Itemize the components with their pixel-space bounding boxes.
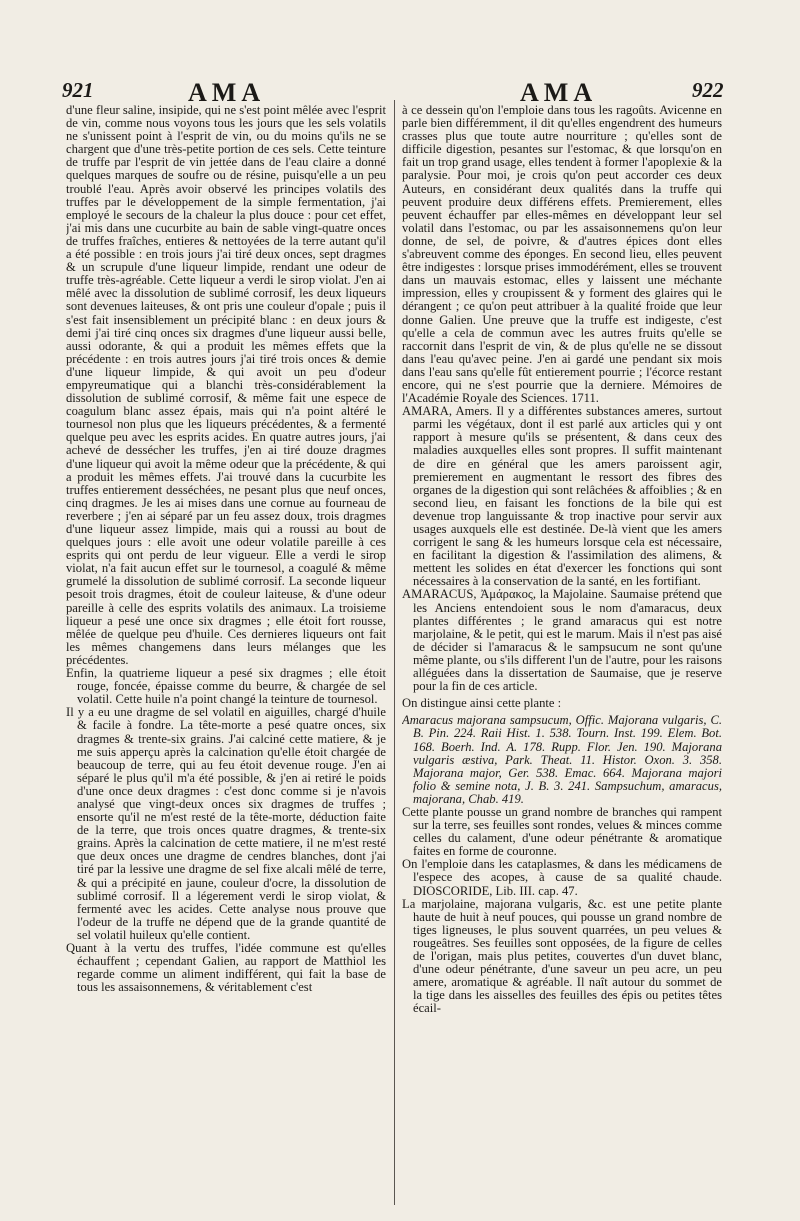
column-divider: [394, 100, 395, 1205]
paragraph-vertu-des-truffes: Quant à la vertu des truffes, l'idée commune est qu'elles échauffent ; cependant Galien, au rapport de Matthiol les regarde comme un aliment indifférent, qui fait la base de tous les assaisonnemens, & véritablement c'est: [66, 941, 386, 995]
entry-amaracus: AMARACUS, Ἀμάρακος, la Majolaine. Saumaise prétend que les Anciens entendoient sous le nom d'amaracus, deux plantes différentes ; le grand amaracus qui est notre marjolaine, & le petit, qui est le marum. Mais il n'est pas aisé de décider si l'amaracus & le sampsucum ne sont qu'une même plante, ou s'ils different l'un de l'autre, pour les raisons alléguées dans la dissertation de Saumaise, que je reserve pour la fin de ces article.: [402, 587, 722, 694]
paragraph-marjolaine: La marjolaine, majorana vulgaris, &c. est une petite plante haute de huit à neuf pouces, qui pousse un grand nombre de tiges ligneuses, le plus souvent quarrées, un peu velues & rougeâtres. Ses feuilles sont opposées, de la figure de celles de l'origan, mais plus petites, couvertes d'un duvet blanc, d'une odeur pénétrante, d'une saveur un peu acre, un peu amere, aromatique & agréable. Il naît autour du sommet de la tige dans les aisselles des feuilles des épis ou petites têtes écail-: [402, 896, 722, 1016]
synonymy-list: Amaracus majorana sampsucum, Offic. Majorana vulgaris, C. B. Pin. 224. Raii Hist. 1. 538. Tourn. Inst. 199. Elem. Bot. 168. Boerh. Ind. A. 178. Rupp. Flor. Jen. 190. Majorana vulgaris æstiva, Park. Theat. 11. Histor. Oxon. 3. 358. Majorana major, Ger. 538. Emac. 664. Majorana majori folio & semine nota, J. B. 3. 241. Sampsuchum, amaracus, majorana, Chab. 419.: [402, 713, 722, 806]
paragraph-on-distingue: On distingue ainsi cette plante :: [402, 696, 562, 711]
left-running-head: AMA: [188, 78, 266, 107]
entry-amara: AMARA, Amers. Il y a différentes substances ameres, surtout parmi les végétaux, dont il est parlé aux articles qui y ont rapport à mesure qu'ils se présentent, & dans ceux des maladies auxquelles elles sont propres. Il suffit maintenant de dire en général que les amers paroissent agir, premierement en augmentant le ressort des fibres des organes de la digestion qui sont relâchées & affoiblies ; & en second lieu, en faisant les fonctions de la bile qui est devenue trop languissante & trop inactive pour servir aux usages auxquels elle est destinée. De-là vient que les amers corrigent le sang & les humeurs lorsque cela est nécessaire, en facilitant la digestion & l'assimilation des alimens, & mettent les solides en état d'exercer les fonctions qui sont nécessaires à la conservation de la santé, en les fortifiant.: [402, 404, 722, 589]
left-column: [66, 104, 386, 1216]
paragraph-truffe-analysis: d'une fleur saline, insipide, qui ne s'est point mêlée avec l'esprit de vin, comme nous voyons tous les jours que les sels volatils ne s'unissent point à l'esprit de vin, ou du moins qu'ils ne se chargent que d'une très-petite portion de ces sels. Cette teinture de truffe par l'esprit de vin jettée dans de l'eau claire a donné quelques marques de soufre ou de résine, puisqu'elle a un peu troublé l'eau. Après avoir observé les principes volatils des truffes par le développement de la simple fermentation, j'ai employé le secours de la chaleur la plus douce : pour cet effet, j'ai mis dans une cucurbite au bain de sable vingt-quatre onces de truffes fraîches, entieres & nettoyées de la terre autant qu'il a été possible : en trois jours j'ai tiré deux onces, sept dragmes & un scrupule d'une liqueur limpide, rendant une odeur de truffe très-agréable. Cette liqueur a verdi le sirop violat. J'en ai mêlé avec la dissolution de sublimé corrosif, les deux liqueurs sont devenues laiteuses, & ont pris une couleur d'opale ; puis il s'est fait insensiblement un précipité blanc : en deux jours & demi j'ai tiré cinq onces six dragmes d'une liqueur aussi belle, aussi odorante, & qui a produit les mêmes effets que la précédente : en trois autres jours j'ai tiré trois onces & demie d'une liqueur limpide, & qui avoit un peu d'odeur empyreumatique qui a blanchi très-considérablement la dissolution de sublimé corrosif, & même fait une espece de coagulum blanc assez épais, mais qui n'a point altéré le tournesol non plus que les liqueurs précédentes, & a fermenté quelque peu avec les esprits acides. En quatre autres jours, j'ai achevé de dessécher les truffes, j'en ai tiré douze dragmes d'une liqueur qui avoit la même odeur que la précédente, & qui a produit les mêmes effets. J'ai trouvé dans la cucurbite les truffes entierement desséchées, ne pesant plus que neuf onces, cinq dragmes. Je les ai mises dans une cornue au fourneau de reverbere ; j'en ai séparé par un feu assez doux, trois dragmes d'une liqueur assez limpide, mais qui a roussi au bout de quelques jours : elle avoit une odeur volatile pareille à ces esprits qui ont perdu de leur vigueur. Elle a verdi le sirop violat, n'a fait aucun effet sur le tournesol, a coagulé & même grumelé la dissolution de sublimé corrosif. La seconde liqueur pesoit trois dragmes, étoit de couleur laiteuse, & d'une odeur pareille à celle des esprits volatils des animaux. La troisieme liqueur a pesé une once six dragmes ; elle étoit fort rousse, mêlée de quelque peu d'huile. Ces dernieres liqueurs ont fait les mêmes changemens dans leurs mélanges que les précédentes.: [66, 104, 386, 667]
paragraph-quatrieme-liqueur: Enfin, la quatrieme liqueur a pesé six dragmes ; elle étoit rouge, foncée, épaisse comme du beurre, & chargée de sel volatil. Cette huile n'a point changé la teinture de tournesol.: [66, 666, 386, 707]
paragraph-description: Cette plante pousse un grand nombre de branches qui rampent sur la terre, ses feuilles sont rondes, velues & minces comme celles du calament, d'une odeur pénétrante & aromatique faites en forme de couronne.: [402, 804, 722, 859]
paragraph-sel-volatil: Il y a eu une dragme de sel volatil en aiguilles, chargé d'huile & facile à fondre. La tête-morte a pesé quatre onces, six dragmes & trente-six grains. J'ai calciné cette matiere, & je me suis apperçu après la calcination qu'elle étoit chargée de beaucoup de terre, qui au feu étoit devenue rouge. J'en ai séparé le plus qu'il m'a été possible, & j'en ai retiré le poids d'une once deux dragmes : c'est donc comme si je n'avois analysé que vingt-deux onces six dragmes de truffes ; ensorte qu'il ne m'est resté de la tête-morte, déduction faite de la terre, que trois onces quatre dragmes, & trente-six grains. Après la calcination de cette matiere, il ne m'est resté que deux onces une dragme de cendres blanches, dont j'ai tiré par la lessive une dragme de sel fixe alcali mêlé de terre, & qui a précipité en jaune, couleur d'ocre, la dissolution de sublimé corrosif. Il a légerement verdi le sirop violat, & fermenté avec les acides. Cette analyse nous prouve que l'odeur de la truffe ne dépend que de la grande quantité de sel volatil huileux qu'elle contient.: [66, 705, 386, 942]
left-page-number: 921: [62, 78, 94, 102]
paragraph-avicenne: à ce dessein qu'on l'emploie dans tous les ragoûts. Avicenne en parle bien différemment, il dit qu'elles engendrent des humeurs crasses plus que toute autre nourriture ; qu'elles sont de difficile digestion, pesantes sur l'estomac, & que lorsqu'on en fait un trop grand usage, elles tendent à former l'apoplexie & la paralysie. Pour moi, je crois qu'on peut accorder ces deux Auteurs, en considérant deux qualités dans la truffe qui peuvent produire deux différens effets. Premierement, elles peuvent échauffer par elles-mêmes en développant leur sel volatil dans l'estomac, ou par les assaisonnemens qu'on leur donne, de sel, de poivre, & d'autres épices dont elles s'abreuvent comme des éponges. En second lieu, elles peuvent être indigestes : lorsque prises immodérément, elles se trouvent dans un mauvais estomac, elles y laissent une méchante impression, elles y croupissent & y forment des glaires qui le dérangent ; ce qu'on peut attribuer à la qualité froide que leur donne Galien. Une preuve que la truffe est indigeste, c'est qu'elle a cela de commun avec les autres fruits qu'elle se raccornit dans l'esprit de vin, & de plus qu'elle ne se dissout dans l'eau qu'avec peine. J'en ai gardé une pendant six mois dans l'eau sans qu'elle fût entierement pourrie ; l'écorce restant encore, qui ne s'est pourrie que la derniere. Mémoires de l'Académie Royale des Sciences. 1711.: [402, 104, 722, 406]
paragraph-usage: On l'emploie dans les cataplasmes, & dans les médicamens de l'espece des acopes, à cause de sa qualité chaude. DIOSCORIDE, Lib. III. cap. 47.: [402, 857, 722, 898]
right-running-head: AMA: [520, 78, 598, 107]
right-column: [402, 104, 722, 1216]
right-page-number: 922: [692, 78, 724, 102]
